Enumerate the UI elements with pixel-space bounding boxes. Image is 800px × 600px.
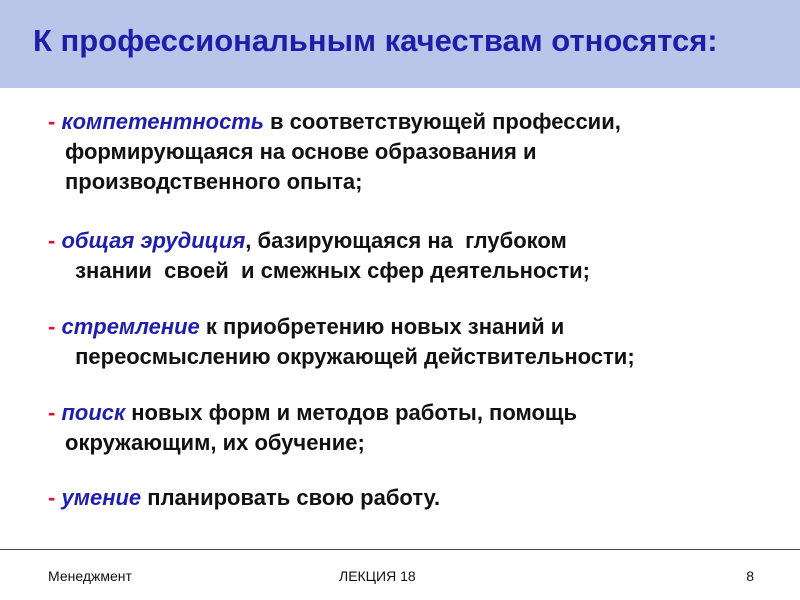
bullet-dash: -: [48, 228, 62, 253]
bullet-first-line: [48, 398, 577, 428]
bullet-item-erudition: [48, 226, 590, 286]
bullet-continuation: производственного опыта;: [65, 169, 363, 194]
bullet-item-competence: [48, 107, 621, 197]
bullet-first-line: [48, 483, 440, 513]
bullet-text: к приобретению новых знаний и: [199, 314, 565, 339]
bullet-item-ability: [48, 483, 440, 513]
bullet-first-line: [48, 226, 590, 256]
bullet-item-search: [48, 398, 577, 458]
slide-title: К профессиональным качествам относятся:: [33, 23, 718, 58]
bullet-first-line: [48, 107, 621, 137]
footer-course-name: Менеджмент: [48, 568, 132, 584]
bullet-dash: -: [48, 485, 62, 510]
bullet-keyword: поиск: [61, 400, 126, 425]
footer-divider: [0, 549, 800, 550]
bullet-dash: -: [48, 109, 62, 134]
bullet-item-aspiration: [48, 312, 635, 372]
bullet-dash: -: [48, 314, 62, 339]
bullet-keyword: общая эрудиция: [61, 228, 246, 253]
bullet-continuation: окружающим, их обучение;: [65, 430, 365, 455]
bullet-dash: -: [48, 400, 62, 425]
bullet-text: в соответствующей профессии,: [263, 109, 621, 134]
bullet-continuation: переосмыслению окружающей действительности;: [69, 344, 635, 369]
bullet-keyword: стремление: [61, 314, 200, 339]
footer-page-number: 8: [746, 568, 754, 584]
bullet-continuation: формирующаяся на основе образования и: [65, 139, 537, 164]
bullet-text: , базирующаяся на глубоком: [245, 228, 567, 253]
bullet-continuation: знании своей и смежных сфер деятельности;: [69, 258, 590, 283]
footer-lecture-label: ЛЕКЦИЯ 18: [339, 568, 416, 584]
bullet-keyword: умение: [61, 485, 142, 510]
bullet-keyword: компетентность: [61, 109, 264, 134]
bullet-text: новых форм и методов работы, помощь: [125, 400, 578, 425]
bullet-text: планировать свою работу.: [141, 485, 441, 510]
bullet-first-line: [48, 312, 635, 342]
